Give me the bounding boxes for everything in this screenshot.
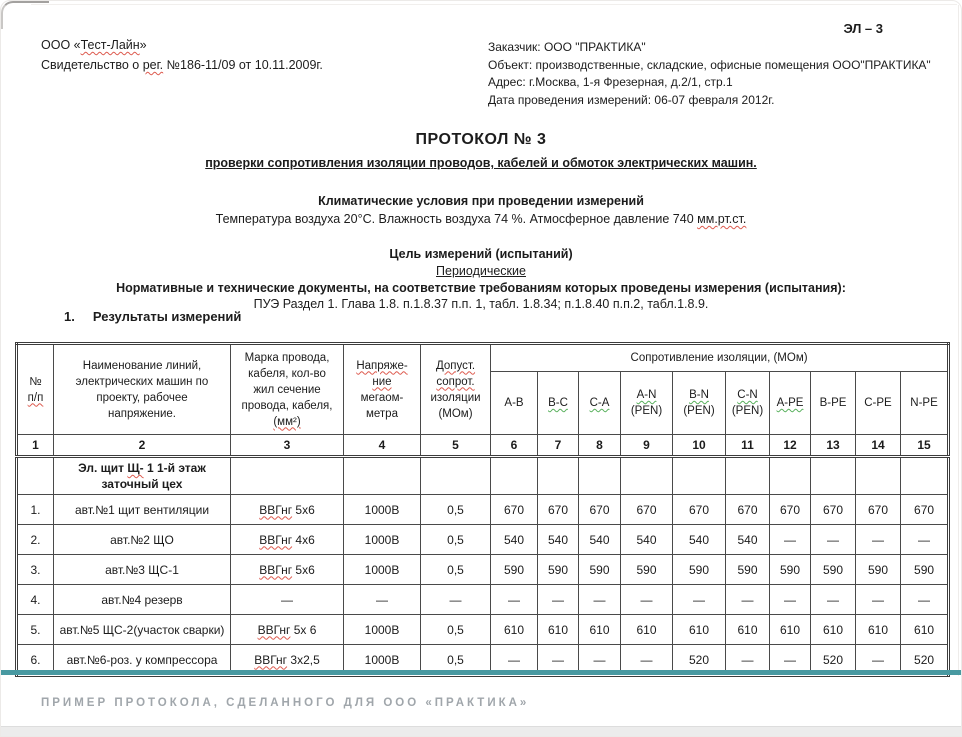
column-number: 10: [673, 435, 726, 457]
measurement-value: 590: [673, 555, 726, 585]
text-part: 5х 6: [290, 622, 317, 637]
client-address: Адрес: г.Москва, 1-я Фрезерная, д.2/1, стр.1: [488, 75, 733, 89]
line-name: авт.№1 щит вентиляции: [54, 495, 231, 525]
text-part: №: [29, 375, 42, 388]
section-empty: [673, 457, 726, 495]
phase-header: [901, 372, 949, 435]
title-block: [1, 131, 961, 311]
measurement-value: —: [811, 585, 856, 615]
measurement-value: 590: [856, 555, 901, 585]
column-number: 8: [579, 435, 621, 457]
measurement-value: 670: [726, 495, 770, 525]
section-empty: [579, 457, 621, 495]
section-empty: [856, 457, 901, 495]
measurement-value: 610: [901, 615, 949, 645]
measurement-value: —: [491, 585, 538, 615]
text-part: »: [139, 38, 147, 52]
measurement-value: —: [770, 645, 811, 676]
column-number: 9: [621, 435, 673, 457]
results-heading-text: Результаты измерений: [92, 309, 242, 324]
measurement-value: —: [901, 585, 949, 615]
line-name: авт.№4 резерв: [54, 585, 231, 615]
client-object: Объект: производственные, складские, офисные помещения ООО"ПРАКТИКА": [488, 57, 931, 72]
measurement-value: 590: [491, 555, 538, 585]
text-part: сопрот.: [436, 375, 475, 388]
line-name: авт.№3 ЩС-1: [54, 555, 231, 585]
table-row: [17, 615, 949, 645]
line-name: авт.№2 ЩО: [54, 525, 231, 555]
text-part: (МОм): [438, 407, 473, 420]
text-part: ВВГнг: [259, 502, 293, 517]
issuer-block: [41, 35, 323, 75]
allowed-resistance: 0,5: [421, 525, 491, 555]
measurement-value: —: [579, 585, 621, 615]
column-number: 7: [538, 435, 579, 457]
measurement-value: 540: [491, 525, 538, 555]
client-customer: Заказчик: ООО "ПРАКТИКА": [488, 40, 646, 54]
phase-header: [770, 372, 811, 435]
measurement-value: —: [579, 645, 621, 676]
measurement-value: 590: [726, 555, 770, 585]
column-header: [421, 344, 491, 435]
section-empty: [491, 457, 538, 495]
section-empty: [901, 457, 949, 495]
measurement-value: 670: [673, 495, 726, 525]
measurement-value: —: [726, 585, 770, 615]
text-part: B-N: [689, 389, 709, 401]
measurement-value: 540: [538, 525, 579, 555]
phase-header: [811, 372, 856, 435]
measurement-value: 590: [811, 555, 856, 585]
phase-header: [491, 372, 538, 435]
page-right-border: [958, 5, 959, 676]
measurement-value: 540: [621, 525, 673, 555]
measurement-value: —: [621, 645, 673, 676]
measurement-value: —: [811, 525, 856, 555]
phase-header: [673, 372, 726, 435]
measurement-value: —: [856, 645, 901, 676]
measurement-value: 610: [579, 615, 621, 645]
line-name: авт.№5 ЩС-2(участок сварки): [54, 615, 231, 645]
text-part: A-PE: [776, 397, 804, 409]
column-number: 2: [54, 435, 231, 457]
text-part: 4х6: [292, 532, 315, 547]
text-part: электрических машин по: [75, 375, 209, 388]
megohmmeter-voltage: —: [344, 585, 421, 615]
cable-mark: [231, 585, 344, 615]
measurement-value: 670: [901, 495, 949, 525]
text-part: Эл. щит: [78, 461, 128, 475]
phase-header: [621, 372, 673, 435]
allowed-resistance: 0,5: [421, 555, 491, 585]
row-number: 2.: [17, 525, 54, 555]
column-number: 3: [231, 435, 344, 457]
purpose-heading: Цель измерений (испытаний): [389, 247, 573, 261]
megohmmeter-voltage: 1000В: [344, 555, 421, 585]
section-empty: [770, 457, 811, 495]
climate-heading: Климатические условия при проведении измерений: [318, 194, 644, 208]
measurement-value: 670: [621, 495, 673, 525]
megohmmeter-voltage: 1000В: [344, 495, 421, 525]
phase-header: [538, 372, 579, 435]
measurement-value: 520: [673, 645, 726, 676]
row-number: 4.: [17, 585, 54, 615]
text-part: C-N: [737, 389, 758, 401]
climate-line: [1, 212, 961, 226]
text-part: жил сечение: [253, 383, 321, 396]
section-empty: [231, 457, 344, 495]
section-empty: [811, 457, 856, 495]
row-number: 5.: [17, 615, 54, 645]
measurement-value: 670: [811, 495, 856, 525]
protocol-title: ПРОТОКОЛ № 3: [415, 131, 547, 148]
text-part: №186-11/09 от 10.11.2009г.: [163, 58, 323, 72]
row-number: 3.: [17, 555, 54, 585]
measurement-value: 610: [491, 615, 538, 645]
results-heading-number: 1.: [64, 309, 75, 324]
column-number: 11: [726, 435, 770, 457]
measurement-value: 540: [579, 525, 621, 555]
table-row: [17, 495, 949, 525]
text-part: ВВГнг: [254, 652, 288, 667]
text-part: Свидетельство о: [41, 58, 143, 72]
text-part: N-PE: [910, 397, 938, 409]
measurement-value: —: [538, 645, 579, 676]
measurement-value: —: [673, 585, 726, 615]
text-part: Напряже-: [356, 359, 408, 372]
cable-mark: [231, 555, 344, 585]
measurement-value: 590: [770, 555, 811, 585]
results-table: [15, 342, 950, 677]
measurement-value: 610: [673, 615, 726, 645]
measurement-value: 610: [856, 615, 901, 645]
measurement-value: 610: [538, 615, 579, 645]
issuer-certificate: [41, 55, 323, 75]
measurement-value: 540: [673, 525, 726, 555]
text-part: изоляции: [430, 391, 481, 404]
measurement-value: 610: [811, 615, 856, 645]
measurement-value: 670: [856, 495, 901, 525]
text-part: метра: [366, 407, 398, 420]
section-empty: [726, 457, 770, 495]
table-body: [17, 435, 949, 676]
measurement-value: —: [901, 525, 949, 555]
measurement-value: 670: [770, 495, 811, 525]
text-part: (PEN): [630, 405, 663, 417]
teal-divider: [1, 670, 961, 675]
form-code-label: ЭЛ – 3: [843, 21, 883, 36]
column-number: 15: [901, 435, 949, 457]
text-part: ние: [372, 375, 392, 388]
phase-header: [579, 372, 621, 435]
bottom-strip: [1, 726, 961, 736]
text-part: мегаом-: [360, 391, 404, 404]
issuer-company: [41, 35, 323, 55]
measurement-value: —: [621, 585, 673, 615]
text-part: 5х6: [292, 562, 315, 577]
cable-mark: [231, 525, 344, 555]
text-part: C-A: [589, 397, 610, 409]
measurement-value: 670: [538, 495, 579, 525]
allowed-resistance: 0,5: [421, 615, 491, 645]
measurement-value: 590: [621, 555, 673, 585]
section-empty: [538, 457, 579, 495]
measurement-value: —: [538, 585, 579, 615]
measurement-value: 590: [579, 555, 621, 585]
text-part: B-PE: [819, 397, 847, 409]
page-corner-decoration: [1, 1, 49, 29]
normative-heading: Нормативные и технические документы, на соответствие требованиям которых проведены измерения (испытания):: [116, 281, 846, 295]
text-part: заточный цех: [101, 477, 183, 491]
text-part: напряжение.: [108, 407, 176, 420]
text-part: A-B: [504, 397, 524, 409]
text-part: п/п: [27, 391, 44, 404]
allowed-resistance: 0,5: [421, 495, 491, 525]
text-part: B-C: [548, 397, 568, 409]
column-header: [54, 344, 231, 435]
cable-mark: [231, 615, 344, 645]
measurement-value: —: [856, 525, 901, 555]
table-row: [17, 585, 949, 615]
text-part: Марка провода,: [244, 351, 330, 364]
phase-header: [856, 372, 901, 435]
measurement-value: 590: [901, 555, 949, 585]
text-part: провода, кабеля,: [241, 399, 333, 412]
measurement-value: 610: [770, 615, 811, 645]
column-number: 12: [770, 435, 811, 457]
column-header: [231, 344, 344, 435]
section-empty: [344, 457, 421, 495]
measurement-value: —: [770, 525, 811, 555]
client-date: Дата проведения измерений: 06-07 февраля 2012г.: [488, 92, 775, 107]
text-part: Наименование линий,: [82, 359, 202, 372]
span-header: Сопротивление изоляции, (МОм): [491, 344, 949, 372]
footer-caption: ПРИМЕР ПРОТОКОЛА, СДЕЛАННОГО ДЛЯ ООО «ПРАКТИКА»: [41, 697, 530, 709]
measurement-value: 520: [901, 645, 949, 676]
text-part: (PEN): [731, 405, 764, 417]
text-part: 1 1-й этаж: [143, 461, 206, 475]
megohmmeter-voltage: 1000В: [344, 525, 421, 555]
text-part: Щ-: [127, 461, 144, 475]
measurement-value: 670: [491, 495, 538, 525]
text-part: 5х6: [292, 502, 315, 517]
normative-value: ПУЭ Раздел 1. Глава 1.8. п.1.8.37 п.п. 1, табл. 1.8.34; п.1.8.40 п.п.2, табл.1.8.9.: [253, 297, 709, 311]
row-number: 6.: [17, 645, 54, 676]
line-name: авт.№6-роз. у компрессора: [54, 645, 231, 676]
text-part: (мм²): [273, 415, 301, 428]
text-part: ООО «: [41, 38, 81, 52]
text-part: Допуст.: [435, 359, 476, 372]
text-part: рег.: [142, 58, 164, 72]
column-number: 14: [856, 435, 901, 457]
measurement-value: —: [856, 585, 901, 615]
measurement-value: —: [491, 645, 538, 676]
text-part: кабеля, кол-во: [248, 367, 326, 380]
row-number: 1.: [17, 495, 54, 525]
megohmmeter-voltage: 1000В: [344, 615, 421, 645]
allowed-resistance: —: [421, 585, 491, 615]
cable-mark: [231, 495, 344, 525]
megohmmeter-voltage: 1000В: [344, 645, 421, 676]
text-part: ВВГнг: [259, 532, 293, 547]
text-part: (PEN): [683, 405, 715, 417]
purpose-value: Периодические: [436, 264, 526, 278]
text-part: мм.рт.ст.: [697, 212, 747, 226]
measurement-value: 610: [621, 615, 673, 645]
phase-header: [726, 372, 770, 435]
measurement-value: 610: [726, 615, 770, 645]
text-part: —: [281, 592, 293, 607]
column-number: 1: [17, 435, 54, 457]
table-row: [17, 525, 949, 555]
text-part: C-PE: [864, 397, 892, 409]
column-number: 4: [344, 435, 421, 457]
column-header: [344, 344, 421, 435]
text-part: Тест-Лайн: [80, 38, 140, 52]
table-row: [17, 555, 949, 585]
measurement-value: 520: [811, 645, 856, 676]
measurement-value: 670: [579, 495, 621, 525]
page-top-border: [31, 4, 957, 5]
column-number: 6: [491, 435, 538, 457]
measurement-value: 590: [538, 555, 579, 585]
section-empty: [421, 457, 491, 495]
client-block: [488, 39, 931, 109]
measurement-value: —: [726, 645, 770, 676]
text-part: Температура воздуха 20°С. Влажность воздуха 74 %. Атмосферное давление 740: [215, 212, 698, 226]
protocol-subtitle: проверки сопротивления изоляции проводов, кабелей и обмоток электрических машин.: [205, 156, 757, 170]
text-part: 3х2,5: [287, 652, 320, 667]
section-title: [54, 457, 231, 495]
column-header: [17, 344, 54, 435]
allowed-resistance: 0,5: [421, 645, 491, 676]
results-heading: [64, 309, 241, 324]
measurement-value: —: [770, 585, 811, 615]
text-part: ВВГнг: [259, 562, 293, 577]
column-number: 5: [421, 435, 491, 457]
section-empty: [17, 457, 54, 495]
text-part: проекту, рабочее: [96, 391, 188, 404]
measurement-value: 540: [726, 525, 770, 555]
section-empty: [621, 457, 673, 495]
column-number: 13: [811, 435, 856, 457]
table-head: [17, 344, 949, 435]
text-part: ВВГнг: [257, 622, 291, 637]
text-part: A-N: [636, 389, 657, 401]
